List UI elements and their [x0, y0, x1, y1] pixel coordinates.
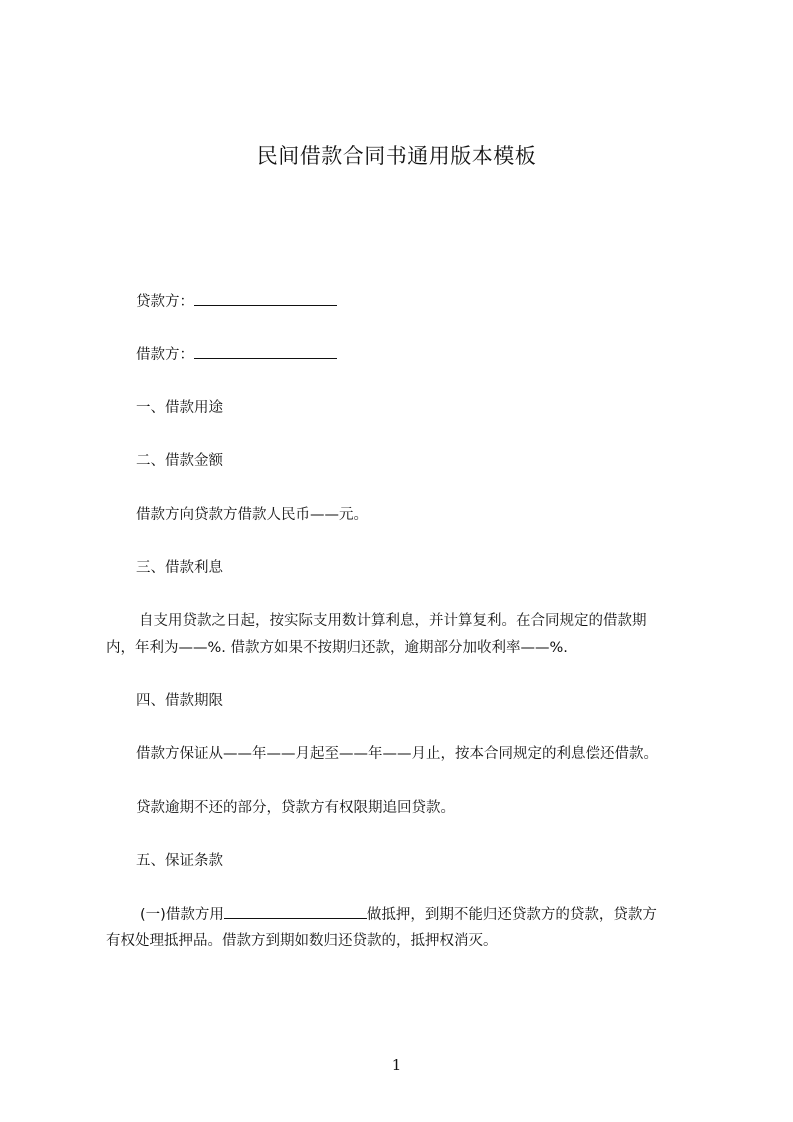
lender-label: 贷款方：	[136, 294, 194, 310]
section-5-item-1-line-2: 有权处理抵押品。借款方到期如数归还贷款的，抵押权消灭。	[106, 933, 498, 949]
borrower-line	[136, 344, 337, 365]
section-3-body-line-2: 内，年利为——%. 借款方如果不按期归还款，逾期部分加收利率——%.	[106, 640, 568, 656]
collateral-blank[interactable]	[224, 904, 367, 919]
item-1-prefix: (一)借款方用	[140, 907, 224, 923]
section-2-body: 借款方向贷款方借款人民币——元。	[136, 507, 368, 523]
section-5-item-1-line-1	[140, 904, 657, 925]
borrower-label: 借款方：	[136, 347, 194, 363]
item-1-suffix: 做抵押，到期不能归还贷款方的贷款，贷款方	[366, 907, 657, 923]
section-5-heading: 五、保证条款	[136, 853, 223, 869]
section-4-heading: 四、借款期限	[136, 693, 223, 709]
section-1-heading: 一、借款用途	[136, 400, 223, 416]
section-2-heading: 二、借款金额	[136, 453, 223, 469]
borrower-blank[interactable]	[194, 344, 337, 359]
section-4-body-2: 贷款逾期不还的部分，贷款方有权限期追回贷款。	[136, 800, 455, 816]
section-3-heading: 三、借款利息	[136, 560, 223, 576]
section-4-body-1: 借款方保证从——年——月起至——年——月止，按本合同规定的利息偿还借款。	[136, 746, 658, 762]
section-3-body-line-1: 自支用贷款之日起，按实际支用数计算利息，并计算复利。在合同规定的借款期	[139, 613, 647, 629]
document-title: 民间借款合同书通用版本模板	[256, 144, 537, 168]
lender-blank[interactable]	[194, 291, 337, 306]
lender-line	[136, 291, 337, 312]
page-number: 1	[391, 1056, 402, 1074]
